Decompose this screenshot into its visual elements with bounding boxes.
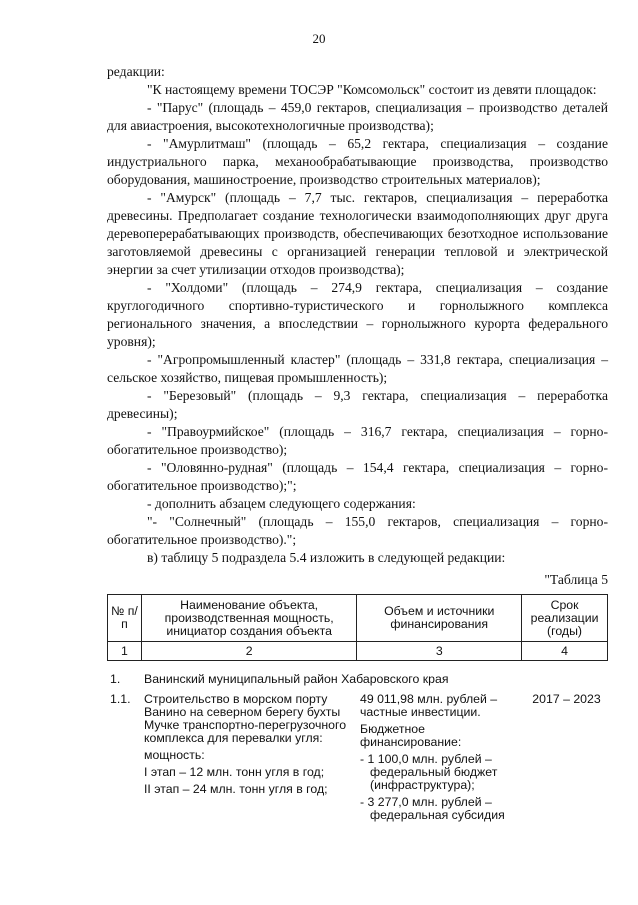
list-item: - "Березовый" (площадь – 9,3 гектара, специализация – переработка древесины); [107,388,608,421]
paragraph: - дополнить абзацем следующего содержания: [147,496,416,511]
column-number: 1 [108,642,142,661]
row-number: 1.1. [110,692,131,706]
section-number: 1. [110,672,121,686]
row-period: 2017 – 2023 [532,692,601,706]
column-header-name: Наименование объекта, производственная мощность, инициатор создания объекта [141,595,356,642]
paragraph: "- "Солнечный" (площадь – 155,0 гектаров, специализация – горно-обогатительное производство)."; [107,514,608,547]
paragraph: "К настоящему времени ТОСЭР "Комсомольск" состоит из девяти площадок: [147,82,597,97]
budget-item: - 3 277,0 млн. рублей – федеральная субсидия [360,795,505,822]
capacity-label: мощность: [144,748,205,762]
funding-total: 49 011,98 млн. рублей – частные инвестиции. [360,692,498,719]
column-header-number: № п/п [108,595,142,642]
list-item: - "Агропромышленный кластер" (площадь – 331,8 гектара, специализация – сельское хозяйство, пищевая промышленность); [107,352,608,385]
row-name-cell [144,693,360,800]
table-label: "Таблица 5 [544,572,608,587]
stage-2: II этап – 24 млн. тонн угля в год; [144,782,328,796]
column-number: 2 [141,642,356,661]
list-item: - "Холдоми" (площадь – 274,9 гектара, специализация – создание круглогодичного спортивно-туристического и горнолыжного комплекса регионального значения, а впоследствии – горнолыжного курорта федерального уровня); [107,280,608,349]
list-item: - "Оловянно-рудная" (площадь – 154,4 гектара, специализация – горно-обогатительное производство);"; [107,460,608,493]
body-text [107,63,608,567]
list-item: - "Амурск" (площадь – 7,7 тыс. гектаров, специализация – переработка древесины. Предполагает создание технологически взаимодополняющих друг друга деревоперерабатывающих производств, обеспечивающих безотходное использование заготовляемой древесины с организацией генерации тепловой и электрической энергии за счет утилизации отходов производства); [107,190,608,277]
page-number: 20 [312,31,326,46]
column-number: 4 [522,642,608,661]
object-name: Строительство в морском порту Ванино на северном берегу бухты Мучке транспортно-перегрузочного комплекса для перевалки угля: [144,692,347,745]
column-header-period: Срок реализации (годы) [522,595,608,642]
stage-1: I этап – 12 млн. тонн угля в год; [144,765,325,779]
paragraph: редакции: [107,64,165,79]
list-item: - "Правоурмийское" (площадь – 316,7 гектара, специализация – горно-обогатительное производство); [107,424,608,457]
list-item: - "Парус" (площадь – 459,0 гектаров, специализация – производство деталей для авиастроения, высокотехнологичные производства); [107,100,608,133]
column-number: 3 [357,642,522,661]
list-item: - "Амурлитмаш" (площадь – 65,2 гектара, специализация – создание индустриального парка, механообрабатывающие производства, производство оборудования, машиностроение, производство строительных материалов); [107,136,608,187]
paragraph: в) таблицу 5 подраздела 5.4 изложить в следующей редакции: [147,550,506,565]
budget-label: Бюджетное финансирование: [360,722,462,749]
budget-item: - 1 100,0 млн. рублей – федеральный бюджет (инфраструктура); [360,752,498,792]
row-funding-cell [360,693,525,826]
column-header-funding: Объем и источники финансирования [357,595,522,642]
section-title: Ванинский муниципальный район Хабаровского края [144,672,449,686]
table-header [107,594,608,661]
